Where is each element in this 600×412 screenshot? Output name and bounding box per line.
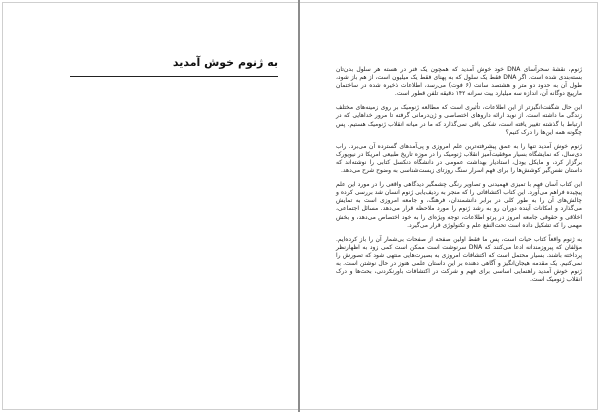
chapter-title: به ژنوم خوش آمدید xyxy=(172,56,278,69)
paragraph-4: این کتاب آسان فهم با تمیزی فهمیدنی و تصاویر رنگی چشمگیر دیدگاهی واقعی را در مورد این علم پیچیده فراهم می‌آورد. این کتاب اکتشافاتی را که منجر به ردیف‌یابی ژنوم انسان شد بررسی کرده و چالش‌های آن را به طور کلی در برابر دانشمندان، فرهنگ، و جامعه امروزی است به تمایش می‌گذارد و امکانات آینده دوران رو به رشد ژنوم را مورد ملاحظه قرار می‌دهد. مسائل اجتماعی، اخلاقی و حقوقی جامعه امروز در پرتو اطلاعات، توجه ویژه‌ای را به خود اختصاص می‌دهد، و بخش مهمی را که تشکیل داده است تحت‌النفع علم و تکنولوژی قرار می‌گیرد. xyxy=(336,181,582,229)
body-text xyxy=(336,66,582,284)
paragraph-5: به ژنوم واقعاً کتاب حیات است، پس ما فقط اولین صفحه از صفحات بی‌شمار آن را باز کرده‌ایم. مؤلفان که پیروزمندانه ادعا می‌کنند که DNA سرنوشت است ممکن است کمی زود به اظهارنظر پرداخته باشند. بسیار محتمل است که اکتشافات امروزی به بصیرت‌هایی منتهی شود که تصورش را نمی‌کنیم. یک مقدمه هیجان‌انگیز و آگاهی دهنده بر این داستان علمی هنوز در حال نوشتن است. به ژنوم خوش آمدید راهنمایی اساسی برای فهم و شرکت در اکتشافات باورنکردنی، بحث‌ها و درک انقلاب ژنومیک است. xyxy=(336,235,582,284)
title-underline xyxy=(70,76,278,77)
right-page xyxy=(300,0,600,412)
paragraph-3: ژنوم خوش آمدید تنها را به عمق پیشرفته‌ترین علم امروزی و پی‌آمدهای گسترده آن می‌برد. راب دی‌سال، که نمایشگاه بسیار موفقیت‌آمیز انقلاب ژنومیک را در موزه تاریخ طبیعی امریکا در نیویورک برگزار کرد، و مایکل یودل، استادیار بهداشت عمومی در دانشگاه دنکسل کتابی را نوشته‌اند که داستان نفس‌گیر کوشش‌ها را برای فهم اسرار سنگ روزتای زیست‌شناسی به وضوح شرح می‌دهد. xyxy=(336,142,582,175)
paragraph-1: ژنوم، نقشهٔ سحرآسای DNA خود خوش آمدید که همچون یک فنر در هسته هر سلول بدن‌تان بسته‌بندی شده است. اگر DNA فقط یک سلول که به پهنای فقط یک میلیون است، از هم باز شود، طول آن به حدود دو متر و هشتصد سانت (۶ فوت) می‌رسد، اطلاعات ذخیره شده در ساختمان مارپیچ دوگانه آن، اندازه سه میلیارد بیت سرانه ۱۴۲ دقیقه تلفن قطور است. xyxy=(336,66,582,98)
left-page xyxy=(0,0,298,412)
paragraph-2: این حال شگفت‌انگیزتر از این اطلاعات، تأثیری است که مطالعه ژنومیک بر روی زمینه‌های مختلف زندگی ما داشته است. از نوید ارائه داروهای اختصاصی و ژن‌درمانی گرفته تا مرور خداهایی که در ارتباط با گذشته تغییر یافته است، شکی باقی نمی‌گذارد که ما در میانه انقلاب ژنومیک هستیم. پس چگونه همه این‌ها را درک کنیم؟ xyxy=(336,104,582,136)
